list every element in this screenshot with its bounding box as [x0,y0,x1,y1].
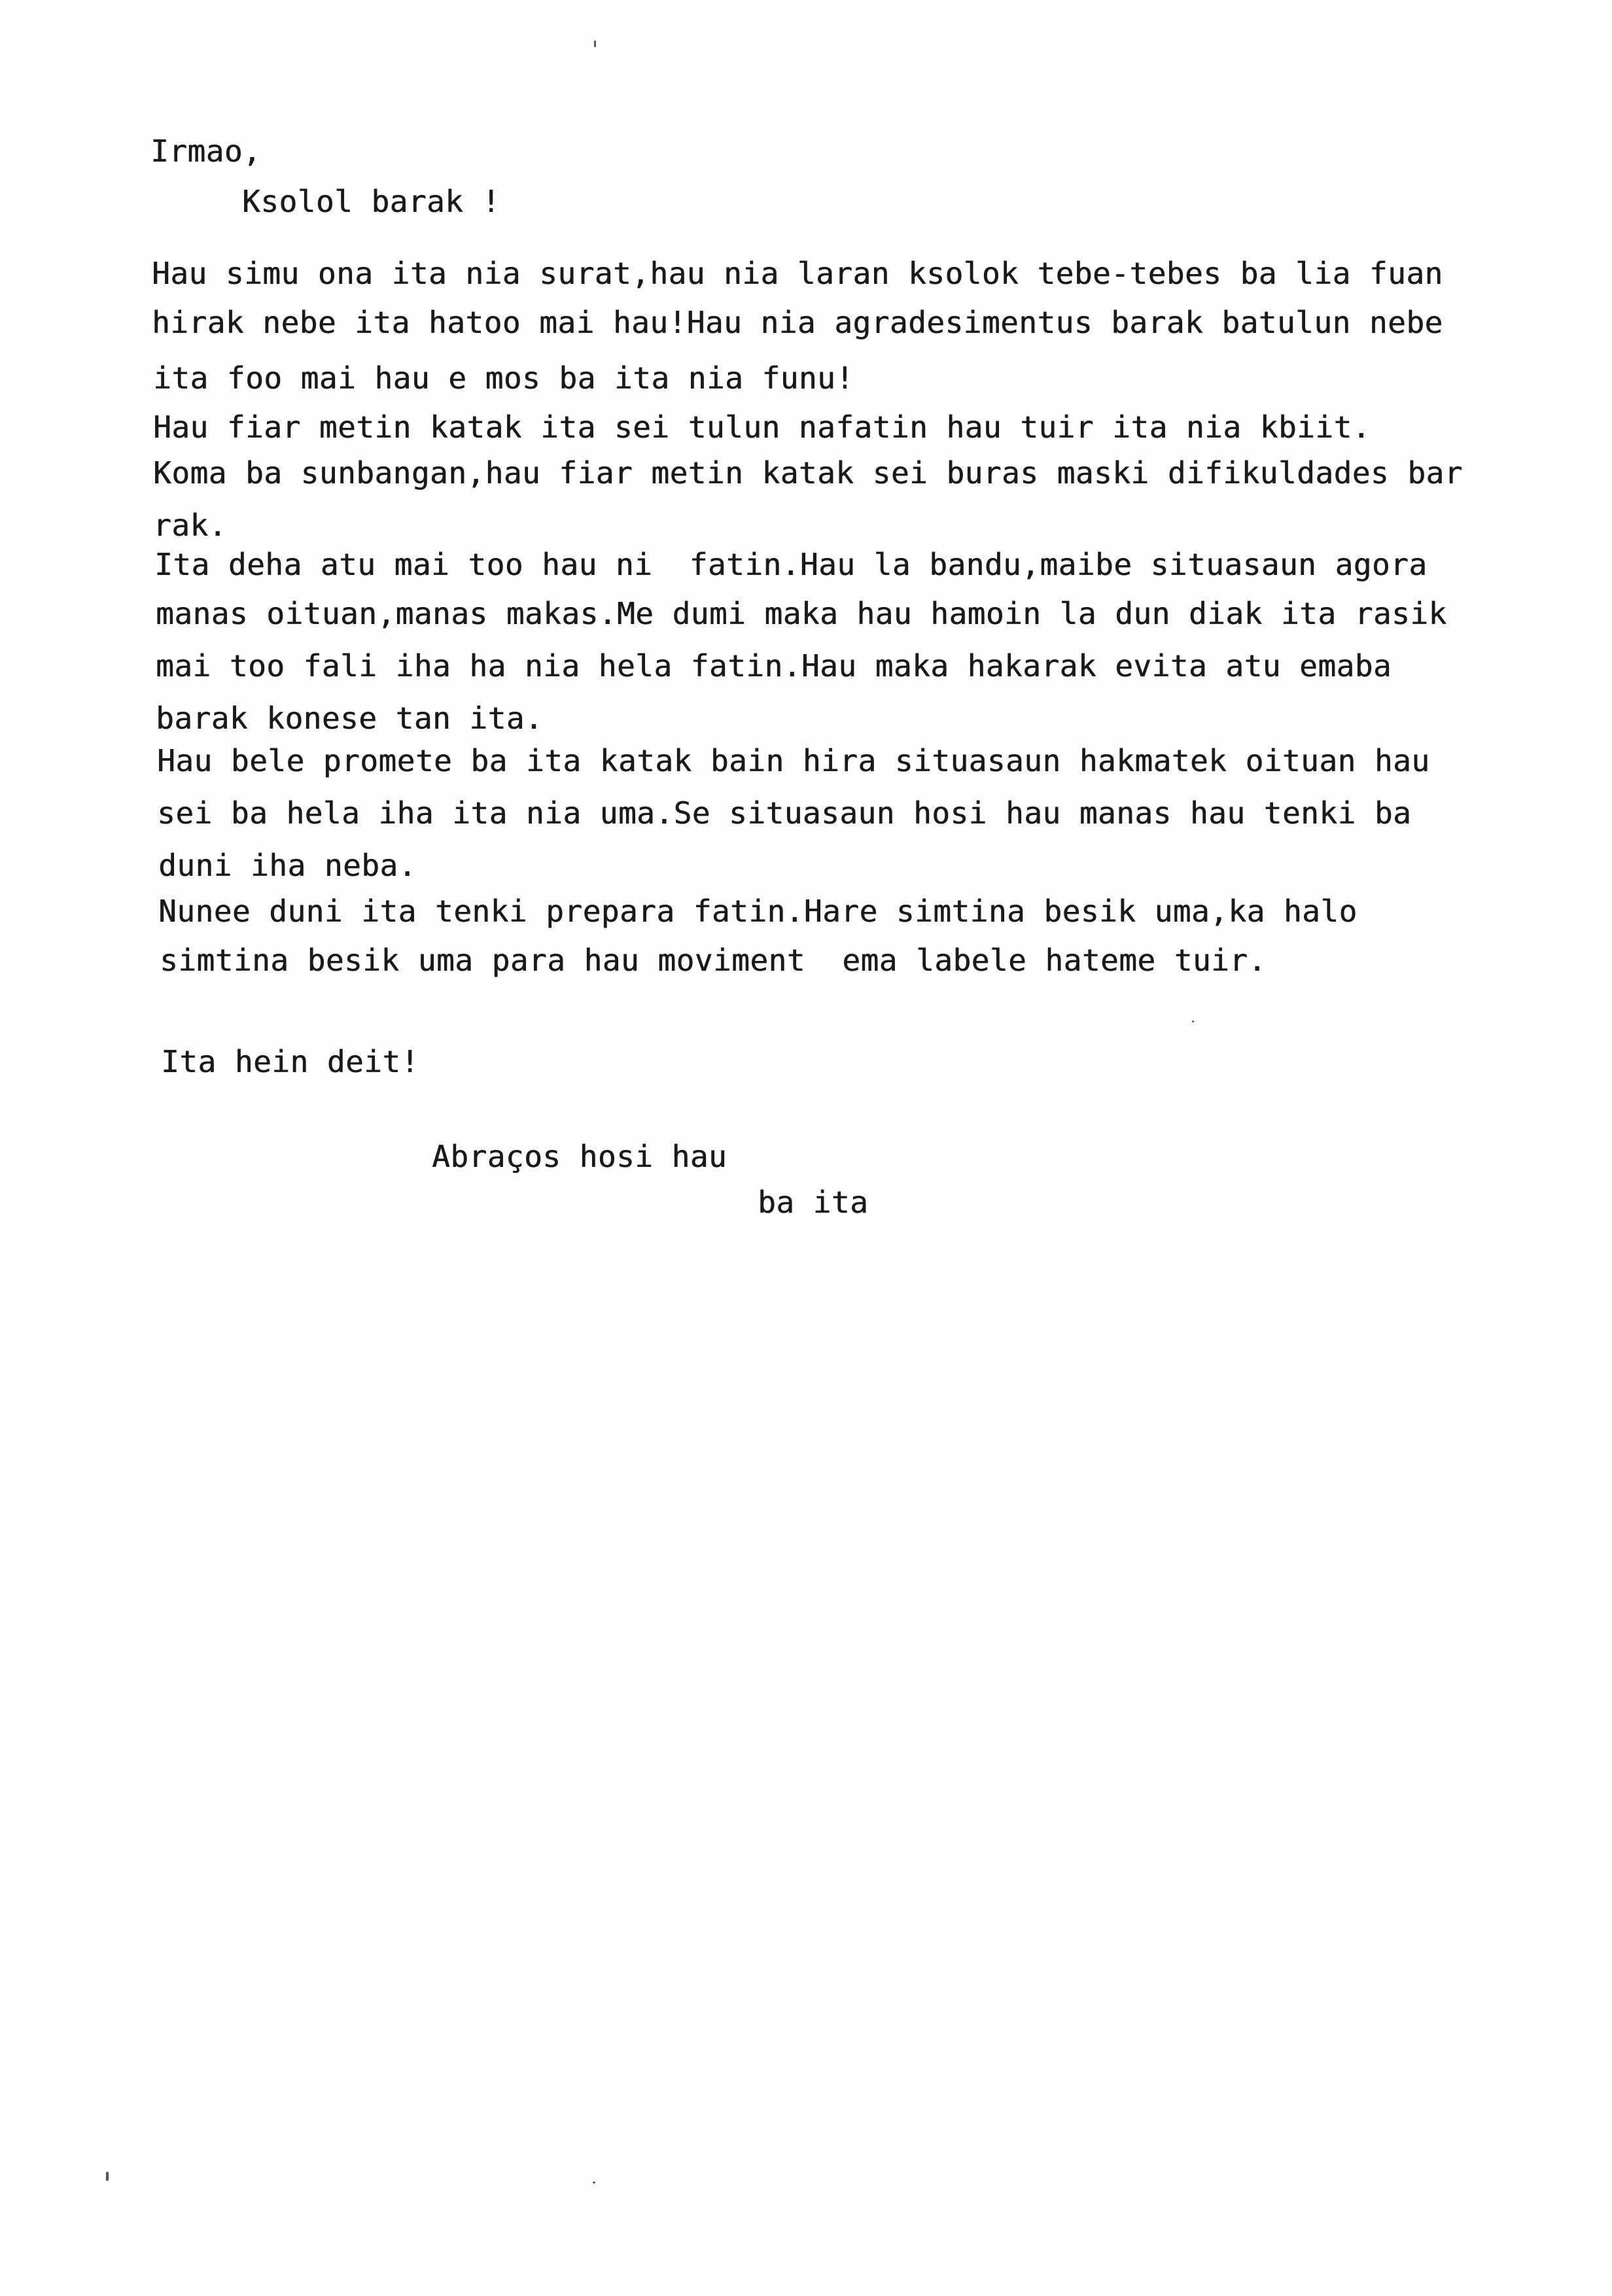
body-line: ita foo mai hau e mos ba ita nia funu! [153,360,854,396]
body-line: mai too fali iha ha nia hela fatin.Hau maka hakarak evita atu emaba [156,648,1392,684]
body-line: manas oituan,manas makas.Me dumi maka hau hamoin la dun diak ita rasik [156,596,1447,631]
body-line: hirak nebe ita hatoo mai hau!Hau nia agradesimentus barak batulun nebe [152,305,1443,340]
closing: Ita hein deit! [161,1044,419,1079]
body-line: simtina besik uma para hau moviment ema labele hateme tuir. [160,943,1267,978]
scan-speck [1192,1020,1194,1022]
body-line: Koma ba sunbangan,hau fiar metin katak sei buras maski difikuldades bar [153,455,1463,491]
scan-speck [106,2172,109,2181]
body-line: barak konese tan ita. [156,701,544,736]
body-line: sei ba hela iha ita nia uma.Se situasaun hosi hau manas hau tenki ba [157,795,1412,831]
body-line: duni iha neba. [158,848,417,883]
signature-line-1: Abraços hosi hau [432,1139,727,1174]
body-line: Ita deha atu mai too hau ni fatin.Hau la bandu,maibe situasaun agora [154,547,1428,582]
greeting: Ksolol barak ! [242,184,500,219]
scan-speck [594,41,596,47]
body-line: Hau simu ona ita nia surat,hau nia laran ksolok tebe-tebes ba lia fuan [152,256,1443,291]
scan-speck [593,2182,595,2183]
body-line: Hau fiar metin katak ita sei tulun nafatin hau tuir ita nia kbiit. [153,409,1371,445]
signature-line-2: ba ita [758,1185,869,1220]
salutation: Irmao, [150,133,262,169]
body-line: Hau bele promete ba ita katak bain hira situasaun hakmatek oituan hau [157,743,1430,778]
body-line: rak. [153,508,227,543]
body-line: Nunee duni ita tenki prepara fatin.Hare simtina besik uma,ka halo [158,894,1358,929]
